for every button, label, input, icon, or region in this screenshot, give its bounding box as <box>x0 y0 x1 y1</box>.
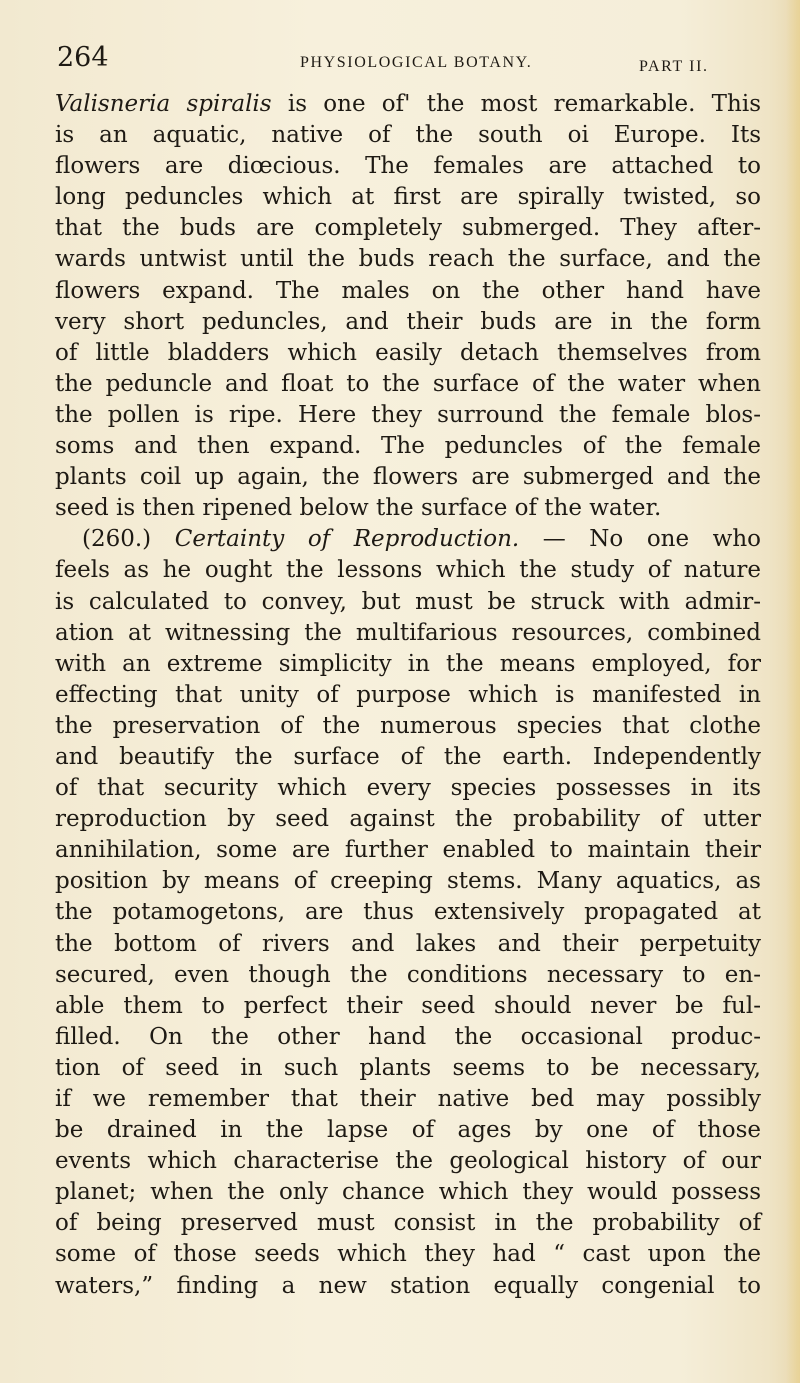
text-line: that the buds are completely submerged. They after- <box>55 215 761 242</box>
line-text: — No one who <box>519 526 761 553</box>
section-heading: Certainty of Reproduction. <box>174 526 520 553</box>
text-line: ation at witnessing the multifarious resources, combined <box>55 619 761 646</box>
text-line: events which characterise the geological history of our <box>55 1148 761 1175</box>
text-line: the bottom of rivers and lakes and their perpetuity <box>55 930 761 957</box>
section-number: (260.) <box>82 526 152 553</box>
text-line: of that security which every species possesses in its <box>55 775 761 802</box>
species-name: Valisneria spiralis <box>55 91 272 117</box>
page-number: 264 <box>57 42 109 73</box>
text-line: the preservation of the numerous species that clothe <box>55 712 761 739</box>
text-line: effecting that unity of purpose which is manifested in <box>55 681 761 708</box>
text-line: tion of seed in such plants seems to be necessary, <box>55 1054 761 1081</box>
part-label: PART II. <box>639 58 709 75</box>
text-line: the pollen is ripe. Here they surround the female blos- <box>55 401 761 428</box>
text-line: the potamogetons, are thus extensively propagated at <box>55 899 761 926</box>
text-line: plants coil up again, the flowers are submerged and the <box>55 464 761 491</box>
text-line: feels as he ought the lessons which the study of nature <box>55 557 761 584</box>
text-line: soms and then expand. The peduncles of the female <box>55 433 761 460</box>
text-line: wards untwist until the buds reach the surface, and the <box>55 246 761 273</box>
text-line: and beautify the surface of the earth. Independently <box>55 743 761 770</box>
line-text: is one of' the most remarkable. This <box>271 91 761 117</box>
text-line: position by means of creeping stems. Many aquatics, as <box>55 868 761 895</box>
text-line: able them to perfect their seed should never be ful- <box>55 992 761 1019</box>
text-line: of being preserved must consist in the probability of <box>55 1210 761 1237</box>
text-line: the peduncle and float to the surface of the water when <box>55 370 761 397</box>
body-text <box>55 89 761 1302</box>
text-line: flowers are diœcious. The females are attached to <box>55 153 761 180</box>
text-line <box>55 89 761 120</box>
text-line: very short peduncles, and their buds are in the form <box>55 308 761 335</box>
text-line: long peduncles which at first are spirally twisted, so <box>55 184 761 211</box>
text-line: is calculated to convey, but must be struck with admir- <box>55 588 761 615</box>
text-line: some of those seeds which they had “ cast upon the <box>55 1241 761 1268</box>
text-line: planet; when the only chance which they would possess <box>55 1179 761 1206</box>
running-head <box>57 40 757 80</box>
text-line: reproduction by seed against the probability of utter <box>55 806 761 833</box>
text-line: seed is then ripened below the surface of the water. <box>55 495 662 522</box>
text-line: secured, even though the conditions necessary to en- <box>55 961 761 988</box>
text-line: waters,” finding a new station equally congenial to <box>55 1272 761 1299</box>
text-line: flowers expand. The males on the other hand have <box>55 277 761 304</box>
section-heading-line <box>55 524 761 555</box>
text-line: if we remember that their native bed may possibly <box>55 1086 761 1112</box>
text-line: of little bladders which easily detach themselves from <box>55 339 761 366</box>
text-line: with an extreme simplicity in the means employed, for <box>55 650 761 677</box>
text-line: annihilation, some are further enabled to maintain their <box>55 837 761 864</box>
section-title: PHYSIOLOGICAL BOTANY. <box>300 54 533 71</box>
page-edge-shading <box>786 0 800 1383</box>
text-line: be drained in the lapse of ages by one of those <box>55 1117 761 1144</box>
text-line: is an aquatic, native of the south oi Europe. Its <box>55 122 761 149</box>
text-line: filled. On the other hand the occasional produc- <box>55 1023 761 1050</box>
